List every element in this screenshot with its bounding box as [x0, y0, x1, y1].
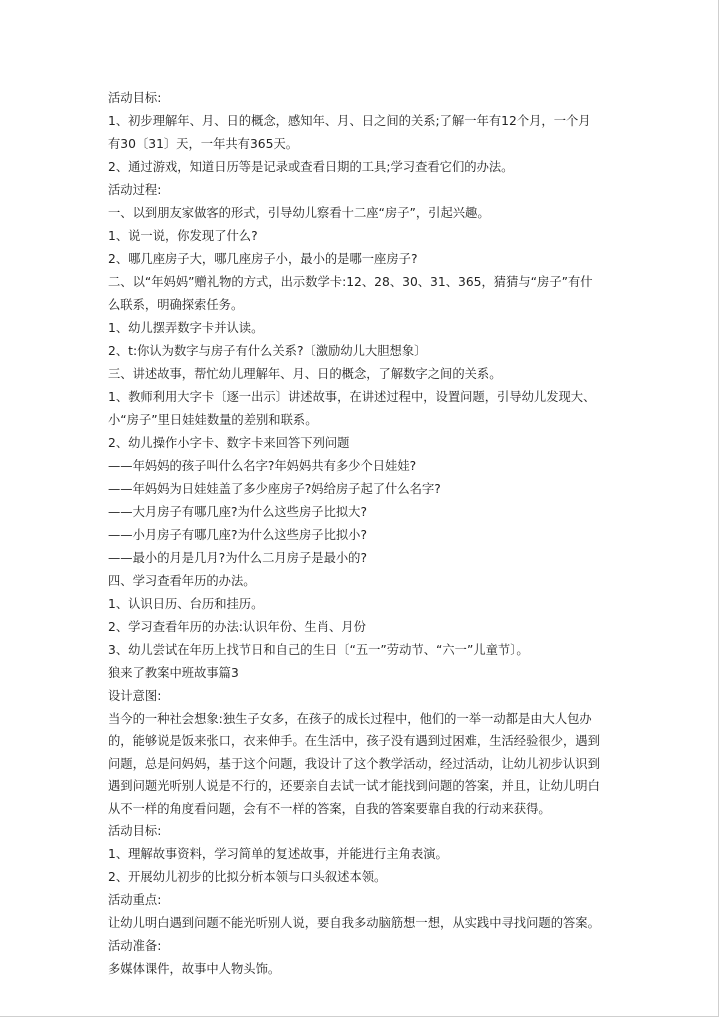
- text-line: 当今的一种社会想象:独生子女多，在孩子的成长过程中，他们的一举一动都是由大人包办: [108, 712, 592, 726]
- question-line: ——小月房子有哪几座?为什么这些房子比拟小?: [108, 528, 367, 542]
- text-line: 有30〔31〕天，一年共有365天。: [108, 137, 299, 151]
- text-line: 2、通过游戏，知道日历等是记录或查看日期的工具;学习查看它们的办法。: [108, 160, 514, 174]
- text-line: 2、t:你认为数字与房子有什么关系?〔激励幼儿大胆想象〕: [108, 344, 427, 358]
- text-line: 遇到问题光听别人说是不行的，还要亲自去试一试才能找到问题的答案，并且，让幼儿明白: [108, 779, 600, 794]
- text-line: 一、以到朋友家做客的形式，引导幼儿察看十二座“房子”，引起兴趣。: [108, 206, 490, 220]
- text-line: 小“房子”里日娃娃数量的差别和联系。: [108, 413, 318, 427]
- text-line: 四、学习查看年历的办法。: [108, 574, 256, 588]
- section-heading: 设计意图:: [108, 689, 162, 703]
- text-line: 1、认识日历、台历和挂历。: [108, 597, 264, 611]
- text-line: 让幼儿明白遇到问题不能光听别人说，要自我多动脑筋想一想，从实践中寻找问题的答案。: [108, 915, 600, 930]
- question-line: ——最小的月是几月?为什么二月房子是最小的?: [108, 551, 367, 565]
- section-heading: 活动目标:: [108, 91, 162, 105]
- section-heading: 活动目标:: [108, 823, 162, 838]
- text-line: 1、教师利用大字卡〔逐一出示〕讲述故事，在讲述过程中，设置问题，引导幼儿发现大、: [108, 390, 596, 404]
- text-line: 1、幼儿摆弄数字卡并认读。: [108, 321, 264, 335]
- article-title: 狼来了教案中班故事篇3: [108, 666, 239, 680]
- text-line: 多媒体课件，故事中人物头饰。: [108, 961, 281, 976]
- text-line: 2、开展幼儿初步的比拟分析本领与口头叙述本领。: [108, 869, 387, 884]
- text-line: 1、理解故事资料，学习简单的复述故事，并能进行主角表演。: [108, 846, 448, 861]
- question-line: ——年妈妈的孩子叫什么名字?年妈妈共有多少个日娃娃?: [108, 459, 417, 473]
- text-line: 3、幼儿尝试在年历上找节日和自己的生日〔“五一”劳动节、“六一”儿童节〕。: [108, 643, 529, 657]
- text-line: 1、说一说，你发现了什么?: [108, 229, 258, 243]
- text-line: 二、以“年妈妈”赠礼物的方式，出示数学卡:12、28、30、31、365，猜猜与“房子”有什: [108, 275, 593, 289]
- text-line: 2、哪几座房子大，哪几座房子小，最小的是哪一座房子?: [108, 252, 418, 266]
- section-heading: 活动过程:: [108, 183, 162, 197]
- text-line: 问题，总是问妈妈，基于这个问题，我设计了这个教学活动，经过活动，让幼儿初步认识到: [108, 756, 600, 771]
- text-line: 从不一样的角度看问题，会有不一样的答案，自我的答案要靠自我的行动来获得。: [108, 801, 551, 816]
- question-line: ——年妈妈为日娃娃盖了多少座房子?妈给房子起了什么名字?: [108, 482, 441, 496]
- text-line: 么联系，明确探索任务。: [108, 298, 244, 312]
- text-line: 2、学习查看年历的办法:认识年份、生肖、月份: [108, 620, 366, 634]
- text-line: 2、幼儿操作小字卡、数字卡来回答下列问题: [108, 436, 350, 450]
- section-heading: 活动重点:: [108, 892, 162, 907]
- text-line: 1、初步理解年、月、日的概念，感知年、月、日之间的关系;了解一年有12个月，一个月: [108, 114, 591, 128]
- section-heading: 活动准备:: [108, 938, 162, 953]
- document-body: [108, 87, 618, 981]
- text-line: 三、讲述故事，帮忙幼儿理解年、月、日的概念，了解数字之间的关系。: [108, 367, 502, 381]
- text-line: 的，能够说是饭来张口，衣来伸手。在生活中，孩子没有遇到过困难，生活经验很少，遇到: [108, 734, 600, 749]
- question-line: ——大月房子有哪几座?为什么这些房子比拟大?: [108, 505, 367, 519]
